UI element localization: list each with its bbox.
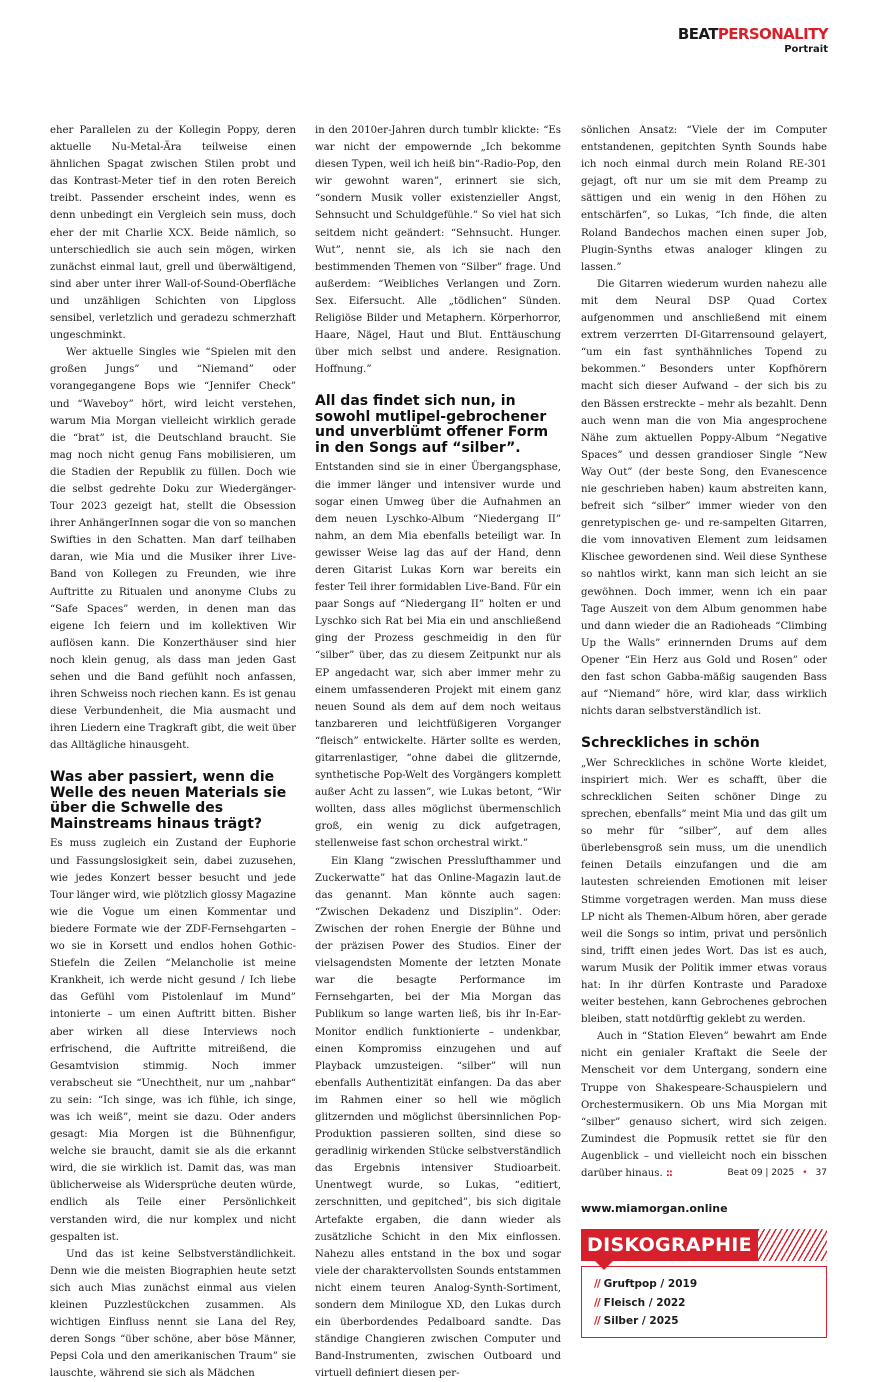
slash-icon: // [594,1315,600,1328]
subheading: Schreckliches in schön [581,735,760,752]
section-label: Portrait [784,44,828,55]
paragraph: sönlichen Ansatz: “Viele der im Computer entstandenen, gepitchten Synth Sounds habe ich noch einmal durch mein Roland RE-301 gejagt, oft nur um sie mit dem Preamp zu sättigen und ein wenig in den Höhen zu entschärfen”, so Lukas, “Ich finde, die alten Roland Bandechos machen einen super Job, Plugin-Synths etwas analoger klingen zu lassen.” [581,125,827,273]
paragraph: Die Gitarren wiederum wurden nahezu alle mit dem Neural DSP Quad Cortex aufgenommen und anschließend mit einem extrem verzerrten DI-Gitarrensound gelayert, “um ein fast synthähnliches Topend zu bekommen.” Besonders unter Kopfhörern macht sich dieser Aufwand – der sich bis zu den Bässen erstreckte – mehr als bezahlt. Denn auch wenn man die von Mia angesprochene Nähe zum aktuellen Poppy-Album “Negative Spaces” und dessen grandioser Single “New Way Out” (der beste Song, den Evanescence nie geschrieben haben) kaum abstreiten kann, befreit sich “silber” immer wieder von den genretypischen ge- und re-sampelten Gitarren, die vom innovativen Element zum leidsamen Klischee gewordenen sind. Weil diese Synthese so nahtlos wirkt, kann man sich leicht an sie gewöhnen. Doch immer, wenn ich ein paar Tage Auszeit von dem Album genommen habe und dann wieder die an Radioheads “Climbing Up the Walls” erinnernden Drums auf dem Opener “Ein Herz aus Gold und Rosen” oder den fast schon Gabba-mäßig saugenden Bass auf “Niemand” höre, wird klar, dass wirklich nichts daran selbstverständlich ist. [581,278,827,718]
paragraph-text: Auch in “Station Eleven” bewahrt am Ende nicht ein genialer Kraftakt die Seele der Menscheit vor dem Untergang, sondern eine Truppe von Shakespeare-Schauspielern und Orchestermusikern. Ob uns Mia Morgan mit “silber” genauso sichert, wird sich zeigen. Zumindest die Popmusik rettet sie für den Augenblick – und vielleicht noch ein bisschen darüber hinaus. [581,1031,827,1180]
paragraph: Es muss zugleich ein Zustand der Euphorie und Fassungslosigkeit sein, dabei zuzusehen, wie jedes Konzert besser besucht und jede Tour länger wird, wie plötzlich glossy Magazine wie die Vogue um einen Kommentar und biedere Formate wie der ZDF-Fernsehgarten – wo sie in Korsett und endlos hohen Gothic-Stiefeln die Zeilen “Melancholie ist meine Krankheit, ich werde nicht gesund / Ich liebe das Gefühl vom Pistolenlauf im Mund” intonierte – um einen Auftritt bitten. Bisher aber wirken all diese Interviews noch erfrischend, die Auftritte mitreißend, die Gesamtvision stimmig. Noch immer verabscheut sie “Unechtheit, nur um „nahbar“ zu sein: “Ich singe, was ich fühle, ich singe, was ich weiß”, meint sie dazu. Oder anders gesagt: Mia Morgen ist die Bühnenfigur, welche sie braucht, damit sie als die erkannt wird, die sie wirklich ist. Damit das, was man üblicherweise als Widersprüche deuten würde, endlich als Teile einer Persönlichkeit verstanden wird, die nur komplex und nicht gespalten ist. [50,838,297,1243]
discography-item [594,1275,814,1294]
paragraph: Wer aktuelle Singles wie “Spielen mit den großen Jungs” und “Niemand” oder vorangegangene Bops wie “Jennifer Check” und “Waveboy” hört, wird leicht verstehen, warum Mia Morgan vielleicht wirklich gerade die “brat” ist, die Deutschland braucht. Sie mag noch nicht genug Fans mobilisieren, um die Stadien der Republik zu füllen. Doch wie die selbst gedrehte Doku zur Wiedergänger-Tour 2023 gezeigt hat, stellt die Obsession ihrer AnhängerInnen sogar die von so manchen Swifties in den Schatten. Man darf teilhaben daran, wie Mia und die Musiker ihrer Live-Band von Kollegen zu Freunden, wie ihre Auftritte zu Ritualen und anonyme Clubs zu “Safe Spaces” werden, in denen man das eigene Ich feiern und im kollektiven Wir auflösen kann. Die Konzerthäuser sind hier noch klein genug, als dass man jeden Gast sehen und die Band gefühlt noch anfassen, ihren Schweiss noch riechen kann. Es ist genau diese Verbundenheit, die Mia ausmacht und ihren Liedern eine Tragkraft gibt, die weit über das Alltägliche hinausgeht. [50,347,296,752]
bullet-icon: • [802,1168,808,1178]
paragraph: in den 2010er-Jahren durch tumblr klickte: “Es war nicht der empowernde „Ich bekomme diesen Typen, weil ich heiß bin“-Radio-Pop, den wir gewohnt waren”, erinnert sie sich, “sondern Musik voller existenzieller Angst, Sehnsucht und Schuldgefühle.” So viel hat sich seitdem nicht geändert: “Sehnsucht. Hunger. Wut”, nennt sie, als ich sie nach den bestimmenden Themen von “Silber” frage. Und außerdem: “Weibliches Verlangen und Zorn. Sex. Eifersucht. Alle „tödlichen“ Sünden. Religiöse Bilder und Metaphern. Körperhorror, Haare, Nägel, Haut und Blut. Enttäuschung über mich selbst und andere. Resignation. Hoffnung.” [315,125,561,376]
paragraph: Und das ist keine Selbstverständlichkeit. Denn wie die meisten Biographien heute setzt sich auch Mias zunächst einmal aus vielen kleinen Puzzlestückchen zusammen. Als wichtigen Einfluss nennt sie Lana del Rey, deren Songs “über schöne, aber böse Männer, Pepsi Cola und den amerikanischen Traum” sie lauschte, während sie sich als Mädchen [50,1248,296,1380]
end-mark-icon: :: [665,1168,672,1180]
slash-icon: // [594,1296,600,1309]
paragraph: Entstanden sind sie in einer Übergangsphase, die immer länger und intensiver wurde und sogar einen Umweg über die Aufnahmen an dem neuen Lyschko-Album “Niedergang II” nahm, an dem Mia ebenfalls beteiligt war. In gewisser Weise lag das auf der Hand, denn deren Gitarist Lukas Korn war bereits ein fester Teil ihrer formidablen Live-Band. Für ein paar Songs auf “Niedergang II” holten er und Lyschko sich Rat bei Mia ein und anschließend ging der Prozess geschmeidig in den für “silber” über, das zu diesem Zeitpunkt nur als EP angedacht war, sich aber immer mehr zu einem umfassenderen Projekt mit einem ganz neuen Sound als dem auf dem noch weitaus tanzbareren und leichtfüßigeren Vorganger “fleisch” entwickelte. Härter sollte es werden, gitarrenlastiger, “ohne dabei die glitzernde, synthetische Pop-Welt des Vorgängers komplett außer Acht zu lassen”, wie Lukas betont, “Wir wollten, dass alles möglichst übermenschlich groß, ein wenig zu dick aufgetragen, stellenweise fast schon orchestral wirkt.” [315,462,561,850]
subheading: Was aber passiert, wenn die Welle des neuen Materials sie über die Schwelle des Mainstreams hinaus trägt? [50,769,287,832]
paragraph [581,1028,827,1182]
discography-item [594,1294,814,1313]
slash-icon: // [594,1278,600,1291]
brand-logo-personality: PERSONALITY [717,25,828,43]
brand-logo-beat: BEAT [677,25,718,43]
page-number: 37 [815,1168,827,1178]
paragraph: eher Parallelen zu der Kollegin Poppy, deren aktuelle Nu-Metal-Ära teilweise einen ähnlichen Spagat zwischen Stilen probt und das Kontrast-Meter tief in den roten Bereich treibt. Passender erscheint indes, wenn es denn unbedingt ein Vergleich sein muss, doch eher der mit Charlie XCX. Beide nämlich, so unterschiedlich sie auch sein mögen, wirken zunächst einmal laut, grell und überwältigend, sind aber unter ihrer Wall-of-Sound-Oberfläche und unzähligen Schichten von Lipgloss sensibel, verletzlich und geradezu schmerzhaft ungeschminkt. [50,125,296,342]
issue-label: Beat 09 | 2025 [727,1168,795,1178]
subheading: All das findet sich nun, in sowohl mutlipel-gebrochener und unverblümt offener Form in den Songs auf “silber”. [315,393,549,456]
discography-list [581,1266,827,1338]
discography-header [581,1229,827,1261]
pointer-icon [595,1261,613,1270]
brand-logo [678,26,828,43]
discography-item [594,1312,814,1331]
discography-item-label: Silber / 2025 [603,1315,679,1328]
page-footer [728,1168,828,1178]
hatch-decoration [758,1229,827,1261]
website-link[interactable]: www.miamorgan.online [581,1202,728,1216]
discography-item-label: Fleisch / 2022 [603,1296,686,1309]
article-column-1 [50,122,296,1382]
paragraph: „Wer Schreckliches in schöne Worte kleidet, inspiriert mich. Wer es schafft, über die schrecklichen Seiten schöner Dinge zu sprechen, ebenfalls” meint Mia und das gilt um so mehr für “silber”, auf dem alles überlebensgroß sein muss, um die unendlich feinen Details einzufangen und die am lautesten schreienden Emotionen mit leiser Stimme vorgetragen werden. Man muss diese LP nicht als Themen-Album hören, aber gerade weil die Songs so intim, privat und persönlich sind, trifft einen jedes Wort. Das ist es auch, warum Musik der Politik immer etwas voraus hat: In ihr dürfen Kontraste und Paradoxe weiter bestehen, kann Gebrochenes gebrochen bleiben, statt notdürftig geklebt zu werden. [581,757,827,1026]
article-column-2 [315,122,561,1382]
magazine-brand [678,26,828,56]
discography-title: DISKOGRAPHIE [581,1229,758,1261]
discography-box [581,1229,827,1338]
article-column-3 [581,122,827,1338]
discography-item-label: Gruftpop / 2019 [603,1278,698,1291]
paragraph: Ein Klang “zwischen Presslufthammer und Zuckerwatte” hat das Online-Magazin laut.de das genannt. Man könnte auch sagen: “Zwischen Dekadenz und Disziplin”. Oder: Zwischen der rohen Energie der Bühne und der präzisen Power des Studios. Einer der vielsagendsten Momente der letzten Monate war die besagte Performance im Fernsehgarten, bei der Mia Morgan das Publikum so lange warten ließ, bis ihr In-Ear-Monitor endlich funktionierte – undenkbar, einen Kompromiss einzugehen und auf Playback umzusteigen. “silber” will nun ebenfalls Authentizität einfangen. Da das aber im Rahmen einer so hell wie möglich glitzernden und möglichst übersinnlichen Pop-Produktion passieren sollten, sind diese so geradlinig wirkenden Stücke selbstverständlich das Ergebnis intensiver Studioarbeit. Unentwegt wurde, so Lukas, “editiert, zerschnitten, und gepitched”, bis sich digitale Artefakte ergaben, die dann wieder als zusätzliche Schicht in den Mix einflossen. Nahezu alles entstand in the box und sogar viele der charaktervollsten Sounds entstammen nicht einem teuren Analog-Synth-Sortiment, sondern dem Minilogue XD, den Lukas durch ein überbordendes Pedalboard sandte. Das ständige Changieren zwischen Computer und Band-Instrumenten, zwischen Outboard und virtuell definiert diesen per- [315,855,561,1380]
